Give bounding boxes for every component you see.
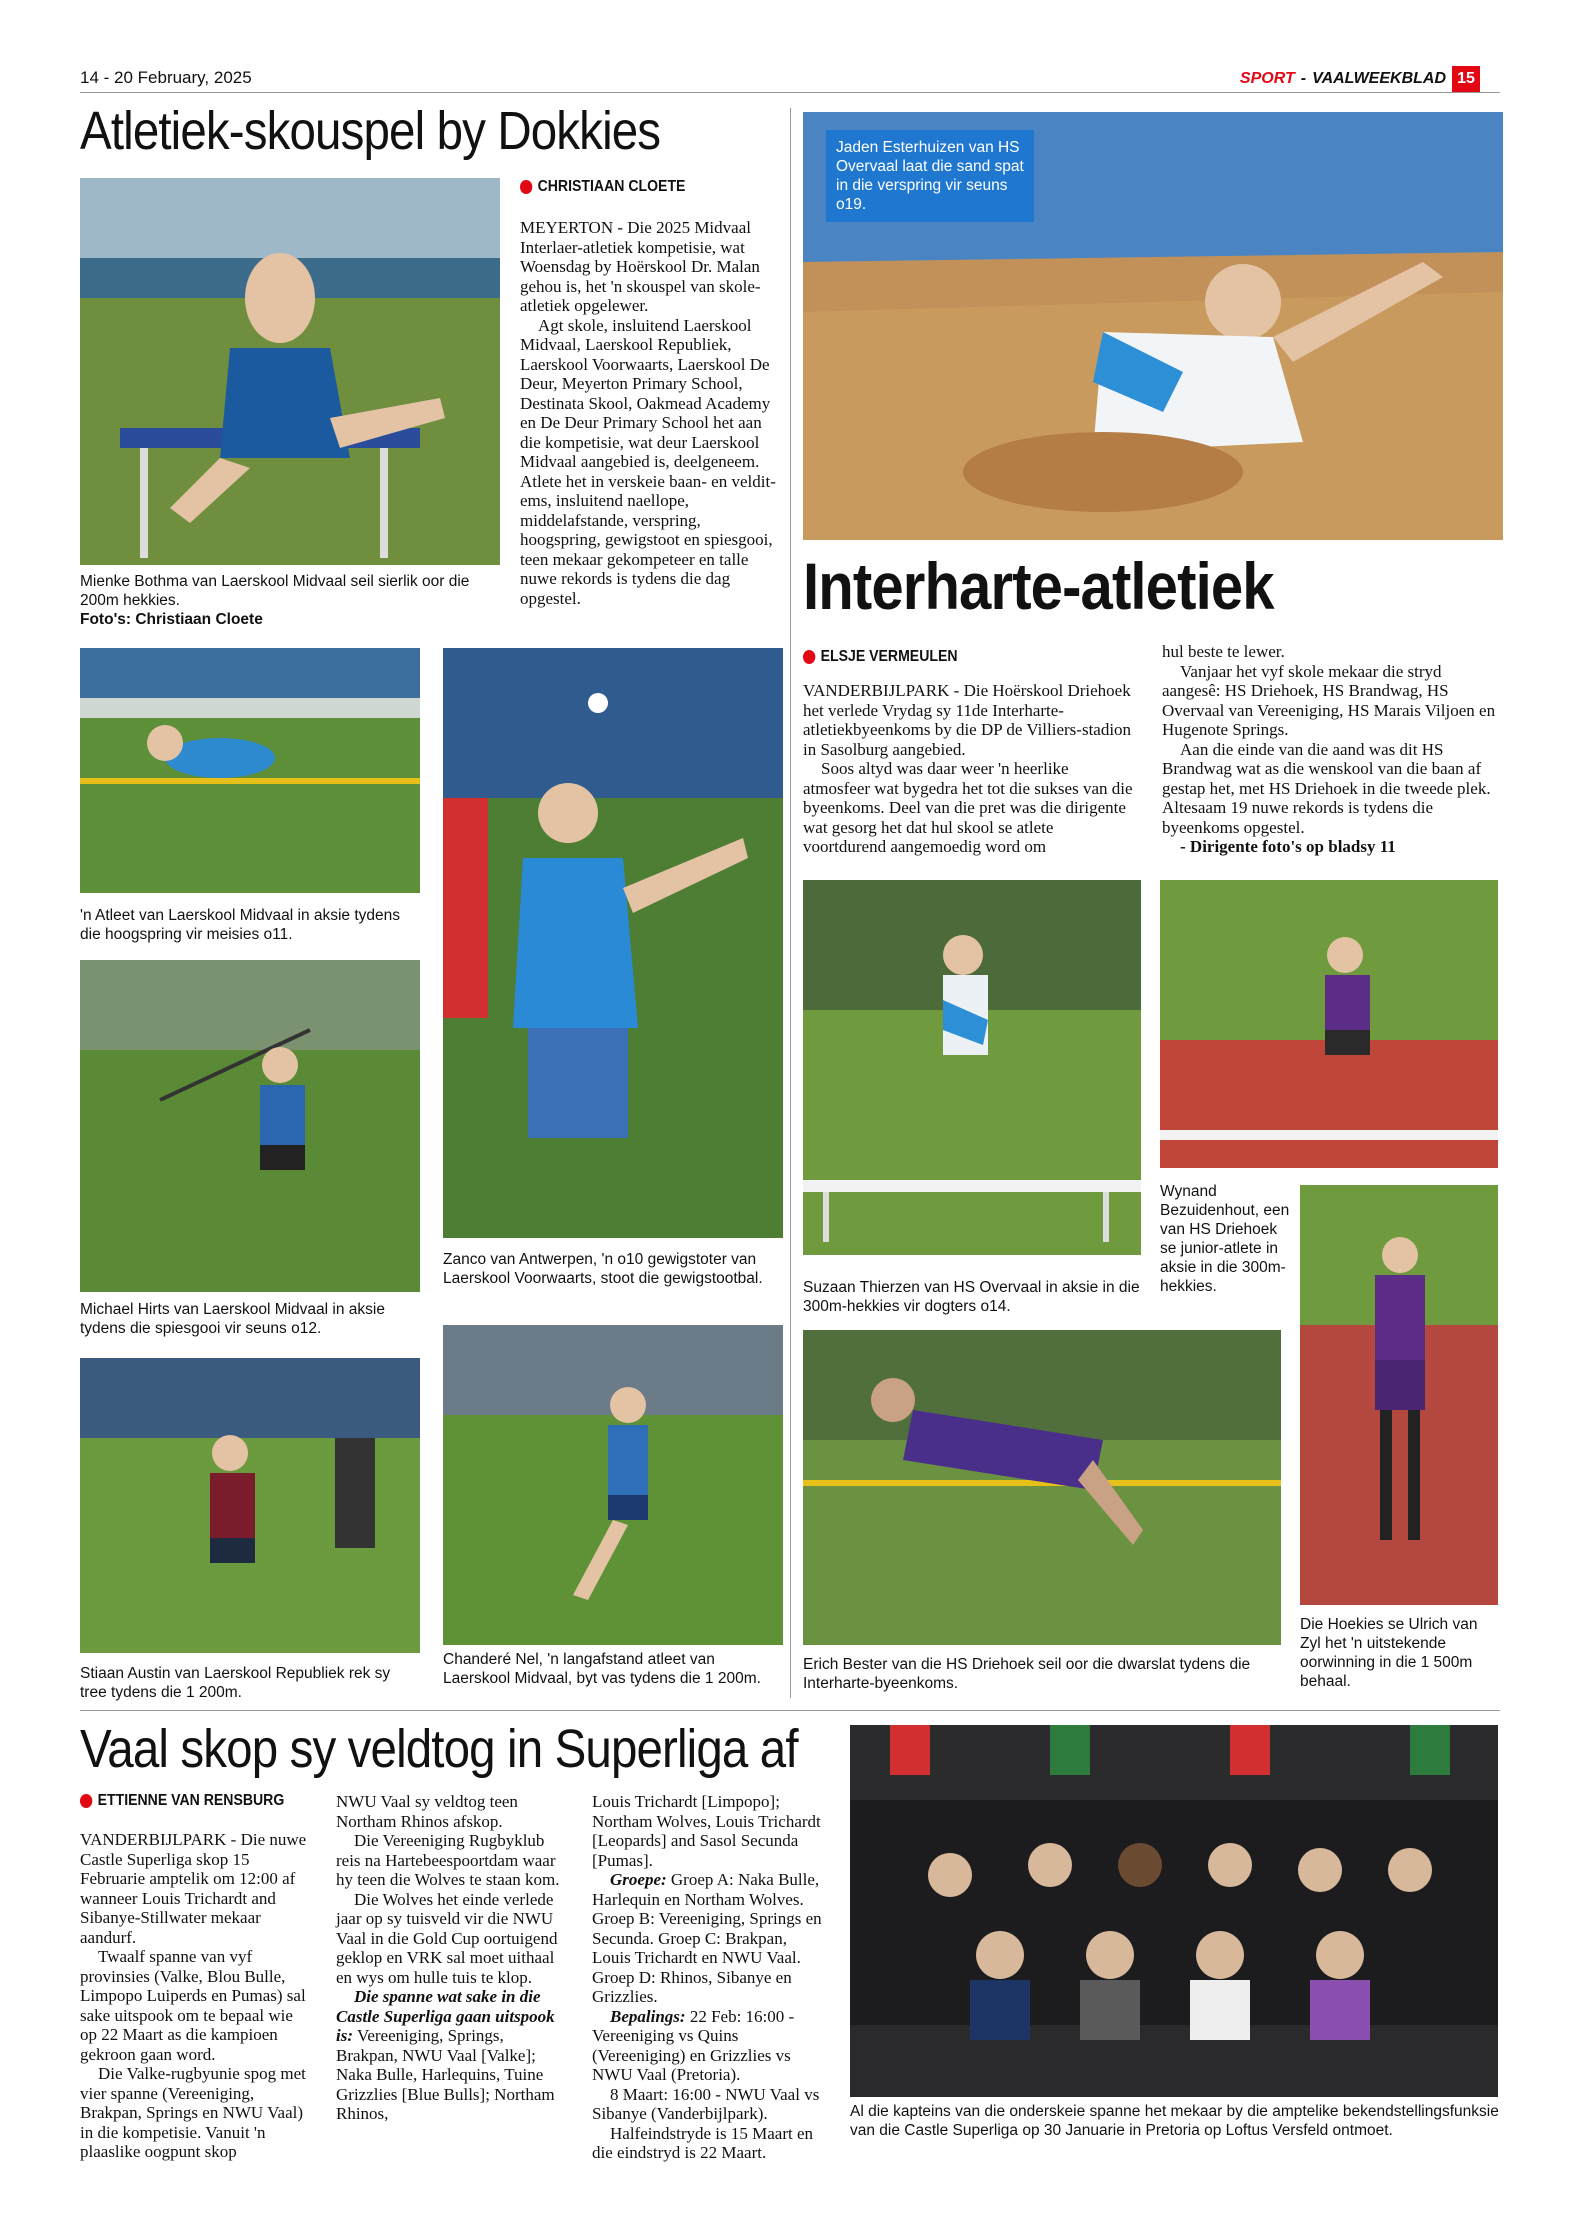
photo-a-caption: Suzaan Thierzen van HS Overvaal in aksie in die 300m-hekkies vir dogters o14.: [803, 1279, 1140, 1315]
photo-hurdles-suzaan: [803, 880, 1141, 1255]
photo-team-captains: [850, 1725, 1498, 2097]
article3-paragraph-7: Louis Trichardt [Limpopo]; Northam Wolves, Louis Trichardt [Leopards] and Sasol Secunda [Pumas].: [592, 1792, 821, 1870]
article3-paragraph-1: VANDERBIJLPARK - Die nuwe Castle Superliga skop 15 Februarie amptelik om 12:00 af wanneer Louis Trichardt and Sibanye-Stillwater mekaar aandurf.: [80, 1830, 307, 1947]
photo-high-jump-girl: [80, 648, 420, 893]
byline-text: CHRISTIAAN CLOETE: [537, 178, 686, 195]
article2-col2: [1162, 642, 1497, 857]
article3-col2: [336, 1792, 566, 2124]
photo1-caption: [80, 572, 500, 629]
header-rule: [80, 92, 1500, 93]
article2-paragraph-3: hul beste te lewer.: [1162, 642, 1285, 661]
photo-shot-put-boy: [443, 648, 783, 1238]
photo6-caption: Chanderé Nel, 'n langafstand atleet van Laerskool Midvaal, byt vas tydens die 1 200m.: [443, 1651, 761, 1687]
photo-team-caption: Al die kapteins van die onderskeie spanne het mekaar by die amptelike bekendstellingsfunksie van die Castle Superliga op 30 Januarie in Pretoria op Loftus Versfeld ontmoet.: [850, 2103, 1499, 2139]
article3-paragraph-6: Die Wolves het einde verlede jaar op sy tuisveld vir die NWU Vaal in die Gold Cup oortuigend geklop en VRK sal moet uithaal en wys om hulle tuis te klop.: [336, 1889, 558, 1987]
article3-paragraph-2: Twaalf spanne van vyf provinsies (Valke, Blou Bulle, Limpopo Luiperds en Pumas) sal sake uitspook om te bepaal wie op 22 Maart as die kampioen gekroon gaan word.: [80, 1947, 306, 2064]
article1-byline: [520, 178, 685, 196]
photo3-caption: Zanco van Antwerpen, 'n o10 gewigstoter van Laerskool Voorwaarts, stoot die gewigstootbal.: [443, 1251, 763, 1287]
column-divider: [790, 108, 791, 1698]
photo-high-jump-erich: [803, 1330, 1281, 1645]
article1-paragraph-1: MEYERTON - Die 2025 Midvaal Interlaer-atletiek kompetisie, wat Woensdag by Hoërskool Dr. Malan gehou is, het 'n skouspel van skole-atletiek opgelewer.: [520, 218, 761, 315]
article3-paragraph-4: NWU Vaal sy veldtog teen Northam Rhinos afskop.: [336, 1792, 518, 1831]
photo-hurdles-girl: [80, 178, 500, 565]
photo1-caption-text: Mienke Bothma van Laerskool Midvaal seil sierlik oor die 200m hekkies.: [80, 573, 470, 609]
section-rule: [80, 1710, 1500, 1711]
photo-b-caption: Wynand Bezuidenhout, een van HS Driehoek se junior-atlete in aksie in die 300m-hekkies.: [1160, 1183, 1290, 1295]
teams-list: Vereeniging, Springs, Brakpan, NWU Vaal [Valke]; Naka Bulle, Harlequins, Tuine Grizzlies [Blue Bulls]; Northam Rhinos,: [336, 2026, 555, 2123]
photo-d-caption: Die Hoekies se Ulrich van Zyl het 'n uitstekende oorwinning in die 1 500m behaal.: [1300, 1616, 1478, 1690]
issue-date: 14 - 20 February, 2025: [80, 68, 252, 87]
article2-paragraph-1: VANDERBIJLPARK - Die Hoërskool Driehoek het verlede Vrydag sy 11de Interharte-atletiekbyeenkoms by die DP de Villiers-stadion in Sasolburg aangebied.: [803, 681, 1132, 759]
article3-paragraph-8: 8 Maart: 16:00 - NWU Vaal vs Sibanye (Vanderbijlpark).: [592, 2084, 820, 2123]
article3-col3: [592, 1792, 824, 2163]
article3-paragraph-9: Halfeindstryde is 15 Maart en die eindstryd is 22 Maart.: [592, 2123, 813, 2162]
photo-runner-boy: [80, 1358, 420, 1653]
photo2-caption: 'n Atleet van Laerskool Midvaal in aksie tydens die hoogspring vir meisies o11.: [80, 907, 401, 943]
photo-runner-ulrich: [1300, 1185, 1498, 1605]
article3-col1: [80, 1830, 310, 2162]
byline-dot: [80, 1794, 92, 1808]
groups-label: Groepe:: [610, 1870, 667, 1889]
article2-byline: [803, 648, 958, 666]
byline-text: ETTIENNE VAN RENSBURG: [97, 1792, 285, 1809]
photo-distance-runner-girl: [443, 1325, 783, 1645]
article3-paragraph-5: Die Vereeniging Rugbyklub reis na Hartebeespoortdam waar hy teen die Wolves te staan kom.: [336, 1831, 560, 1889]
photo-hurdles-wynand: [1160, 880, 1498, 1168]
separator: -: [1300, 70, 1307, 87]
section-header: [1240, 66, 1480, 92]
article2-headline: Interharte-atletiek: [803, 549, 1274, 623]
article3-paragraph-3: Die Valke-rugbyunie spog met vier spanne (Vereeniging, Brakpan, Springs en NWU Vaal) in die kompetisie. Vanuit 'n plaaslike oogpunt skop: [80, 2064, 306, 2161]
article1-paragraph-2: Agt skole, insluitend Laerskool Midvaal, Laerskool Republiek, Laerskool Voorwaarts, Laerskool De Deur, Meyerton Primary School, Destinata Skool, Oakmead Academy en De Deur Primary School het aan die kompetisie, wat deur Laerskool Midvaal aangebied is, deelgeneem. Atlete het in verskeie baan- en velditems, insluitend naellope, middelafstande, verspring, hoogspring, gewigstoot en spiesgooi, teen mekaar gekompeteer en talle nuwe rekords is tydens die dag opgestel.: [520, 315, 776, 608]
byline-dot: [520, 180, 532, 194]
page-number: 15: [1452, 66, 1480, 92]
article3-headline: Vaal skop sy veldtog in Superliga af: [80, 1719, 798, 1779]
top-photo-caption: Jaden Esterhuizen van HS Overvaal laat die sand spat in die verspring vir seuns o19.: [826, 130, 1034, 222]
photo5-caption: Stiaan Austin van Laerskool Republiek rek sy tree tydens die 1 200m.: [80, 1665, 391, 1701]
paper-name: VAALWEEKBLAD: [1312, 70, 1446, 87]
photo-javelin-boy: [80, 960, 420, 1292]
byline-dot: [803, 650, 815, 664]
photo4-caption: Michael Hirts van Laerskool Midvaal in aksie tydens die spiesgooi vir seuns o12.: [80, 1301, 385, 1337]
article2-paragraph-2: Soos altyd was daar weer 'n heerlike atmosfeer wat bygedra het tot die sukses van die byeenkoms. Deel van die pret was die dirigente wat gesorg het dat hul skool se atlete voortdurend aangemoedig word om: [803, 759, 1133, 856]
fixtures-text: 22 Feb: 16:00 - Vereeniging vs Quins (Vereeniging) en Grizzlies vs NWU Vaal (Pretoria).: [592, 2006, 795, 2084]
article1-headline: Atletiek-skouspel by Dokkies: [80, 101, 661, 161]
photo1-credit: Foto's: Christiaan Cloete: [80, 611, 263, 628]
article2-paragraph-5: Aan die einde van die aand was dit HS Brandwag wat as die wenskool van die baan af gestap het, met HS Driehoek in die tweede plek. Altesaam 19 nuwe rekords is tydens die byeenkoms opgestel.: [1162, 739, 1491, 837]
photo-c-caption: Erich Bester van die HS Driehoek seil oor die dwarslat tydens die Interharte-byeenkoms.: [803, 1656, 1251, 1692]
article2-tagline: - Dirigente foto's op bladsy 11: [1180, 837, 1396, 856]
section-label: SPORT: [1239, 70, 1295, 87]
article2-col1: [803, 681, 1133, 857]
byline-text: ELSJE VERMEULEN: [820, 648, 958, 665]
article3-byline: [80, 1792, 284, 1810]
article2-paragraph-4: Vanjaar het vyf skole mekaar die stryd aangesê: HS Driehoek, HS Brandwag, HS Overvaal van Vereeniging, HS Marais Viljoen en Hugenote Springs.: [1162, 661, 1496, 739]
teams-heading: Die spanne wat sake in die Castle Superliga gaan uitspook is:: [336, 1987, 555, 2045]
article1-body: [520, 218, 782, 608]
groups-text: Groep A: Naka Bulle, Harlequin en Northam Wolves. Groep B: Vereeniging, Springs en Secunda. Groep C: Brakpan, Louis Trichardt en NWU Vaal. Groep D: Rhinos, Sibanye en Grizzlies.: [592, 1870, 822, 2006]
fixtures-label: Bepalings:: [610, 2006, 686, 2026]
